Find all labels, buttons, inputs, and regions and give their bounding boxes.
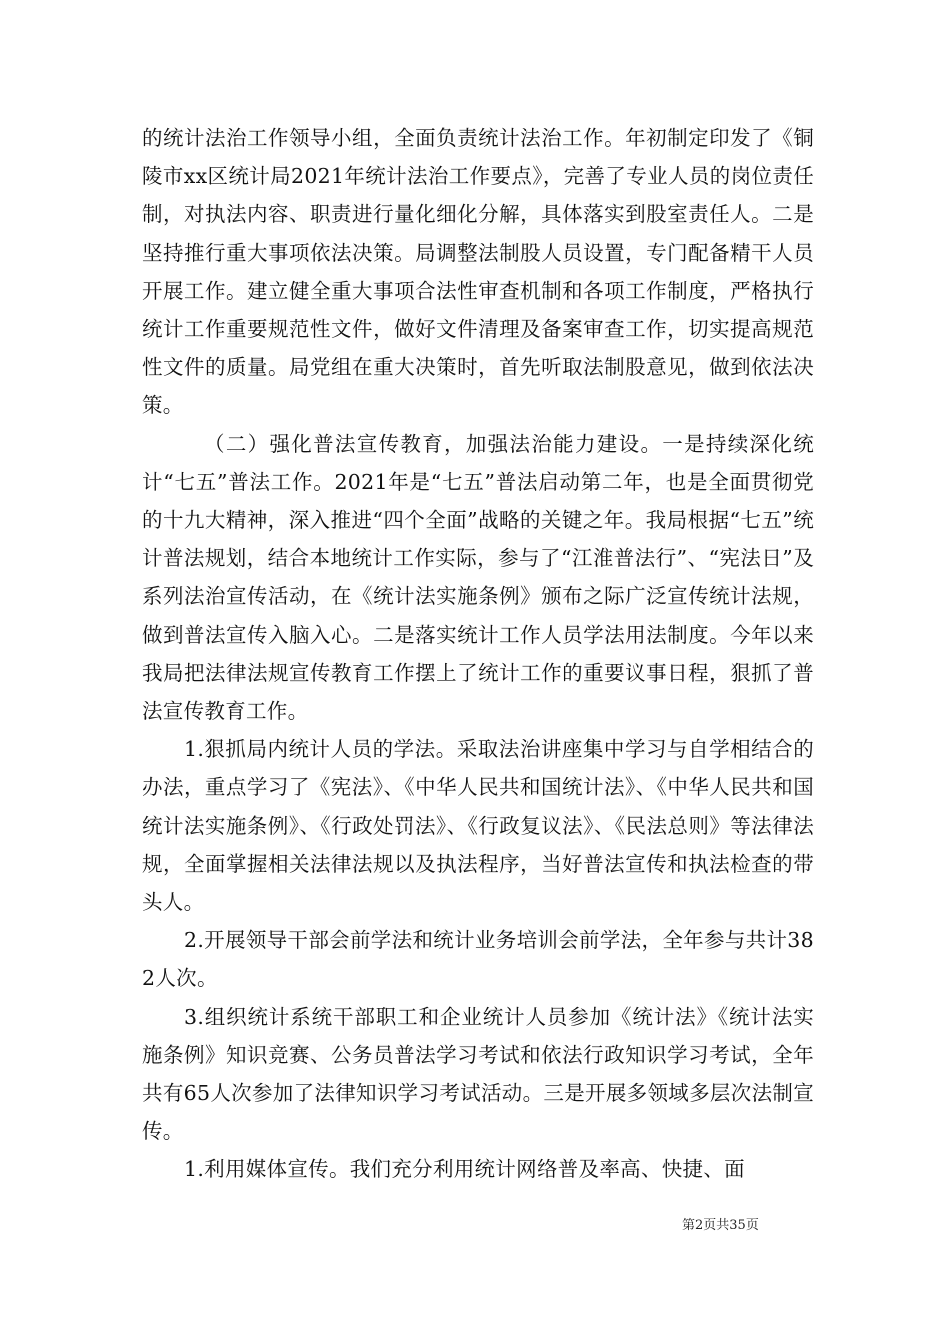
- paragraph-item-3: 3.组织统计系统干部职工和企业统计人员参加《统计法》《统计法实施条例》知识竞赛、公务员普法学习考试和依法行政知识学习考试，全年共有65人次参加了法律知识学习考试活动。三是开展多领域多层次法制宣传。: [142, 1004, 814, 1144]
- paragraph-item-1: 1.狠抓局内统计人员的学法。采取法治讲座集中学习与自学相结合的办法，重点学习了《宪法》、《中华人民共和国统计法》、《中华人民共和国统计法实施条例》、《行政处罚法》、《行政复议法》、《民法总则》等法律法规，全面掌握相关法律法规以及执法程序，当好普法宣传和执法检查的带头人。: [142, 737, 814, 915]
- paragraph-continuation: 的统计法治工作领导小组，全面负责统计法治工作。年初制定印发了《铜陵市xx区统计局2021年统计法治工作要点》，完善了专业人员的岗位责任制，对执法内容、职责进行量化细化分解，具体落实到股室责任人。二是坚持推行重大事项依法决策。局调整法制股人员设置，专门配备精干人员开展工作。建立健全重大事项合法性审查机制和各项工作制度，严格执行统计工作重要规范性文件，做好文件清理及备案审查工作，切实提高规范性文件的质量。局党组在重大决策时，首先听取法制股意见，做到依法决策。: [142, 126, 814, 418]
- document-body: [142, 119, 814, 1189]
- paragraph-media-item: 1.利用媒体宣传。我们充分利用统计网络普及率高、快捷、面: [184, 1157, 745, 1182]
- page-number: 第2页共35页: [682, 1218, 759, 1233]
- paragraph-section-two: （二）强化普法宣传教育，加强法治能力建设。一是持续深化统计“七五”普法工作。2021年是“七五”普法启动第二年，也是全面贯彻党的十九大精神，深入推进“四个全面”战略的关键之年。我局根据“七五”统计普法规划，结合本地统计工作实际，参与了“江淮普法行”、“宪法日”及系列法治宣传活动，在《统计法实施条例》颁布之际广泛宣传统计法规，做到普法宣传入脑入心。二是落实统计工作人员学法用法制度。今年以来我局把法律法规宣传教育工作摆上了统计工作的重要议事日程，狠抓了普法宣传教育工作。: [142, 431, 814, 724]
- paragraph-item-2: 2.开展领导干部会前学法和统计业务培训会前学法，全年参与共计382人次。: [142, 928, 814, 991]
